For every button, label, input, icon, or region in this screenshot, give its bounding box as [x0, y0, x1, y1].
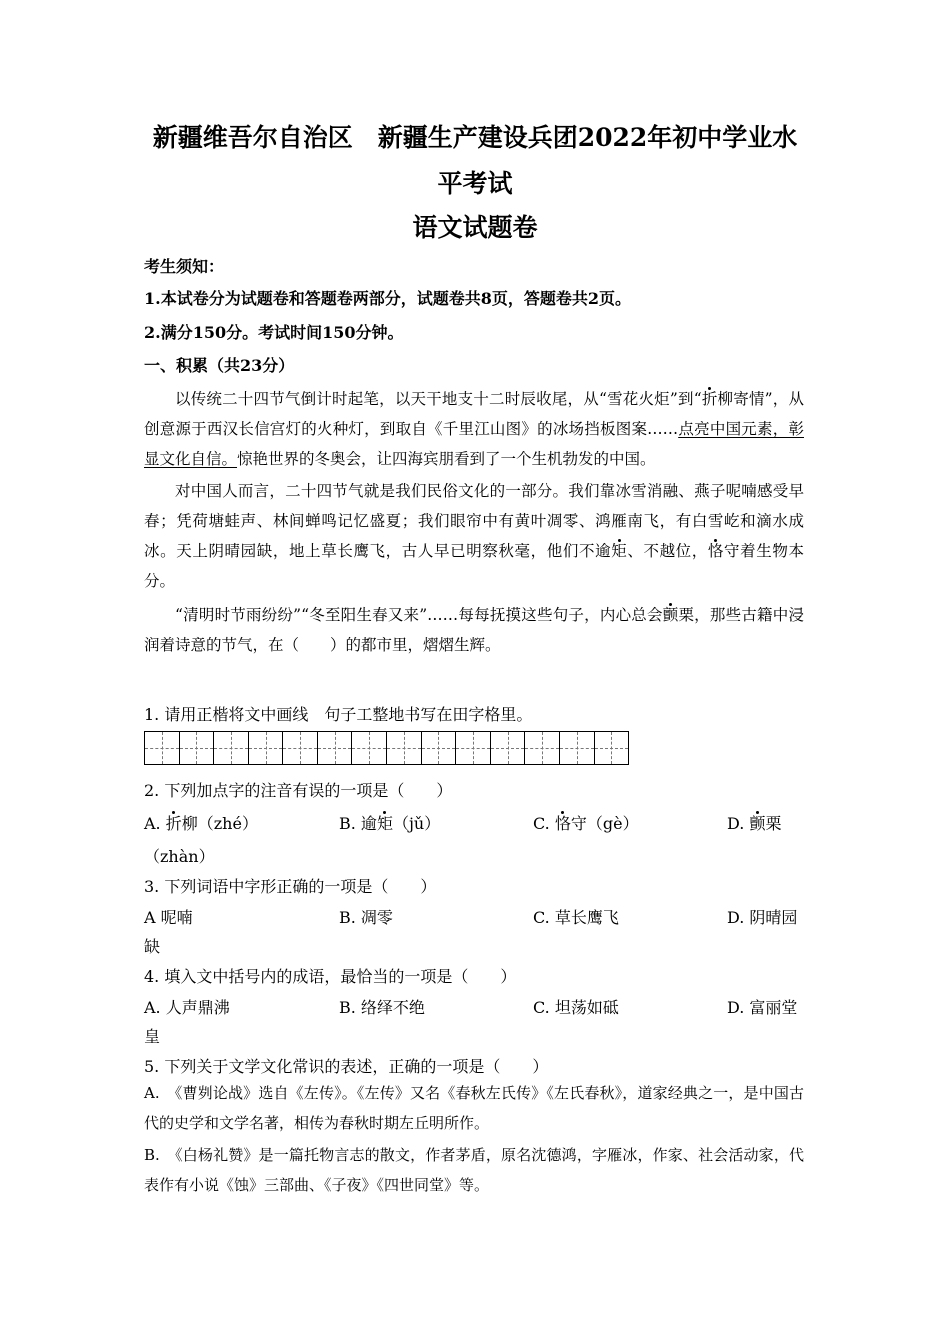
option-d-wrap: 皇 [144, 1027, 161, 1046]
exam-subtitle: 语文试题卷 [412, 213, 538, 242]
option-d[interactable]: D. 阴晴园 [727, 908, 798, 927]
option-b[interactable]: B. 络绎不绝 [339, 998, 425, 1017]
option-d[interactable]: D. 富丽堂 [727, 998, 798, 1017]
grid-cell[interactable] [387, 732, 422, 764]
option-c[interactable]: C. 草长鹰飞 [533, 908, 619, 927]
question-3-stem: 3. 下列词语中字形正确的一项是（ ） [144, 877, 437, 896]
option-b[interactable]: B. 凋零 [339, 908, 393, 927]
reading-passage [144, 384, 804, 660]
grid-cell[interactable] [491, 732, 526, 764]
section-heading: 一、积累（共23分） [144, 356, 295, 375]
grid-cell[interactable] [525, 732, 560, 764]
option-c[interactable]: C. 坦荡如砥 [533, 998, 619, 1017]
notice-heading: 考生须知： [144, 257, 225, 276]
option-b[interactable]: B. 逾矩（jǔ） [339, 814, 441, 833]
question-4-stem: 4. 填入文中括号内的成语，最恰当的一项是（ ） [144, 967, 517, 986]
option-c[interactable]: C. 恪守（gè） [533, 814, 639, 833]
question-2-stem: 2. 下列加点字的注音有误的一项是（ ） [144, 781, 453, 800]
dotted-char: 颤 [662, 606, 679, 624]
passage-paragraph-1: 以传统二十四节气倒计时起笔，以天干地支十二时辰收尾，从“雪花火炬”到“折柳寄情”，从创意源于西汉长信宫灯的火种灯，到取自《千里江山图》的冰场挡板图案……点亮中国元素，彰显文化自信。惊艳世界的冬奥会，让四海宾朋看到了一个生机勃发的中国。 [144, 390, 804, 468]
grid-cell[interactable] [180, 732, 215, 764]
option-a[interactable]: A 呢喃 [144, 908, 193, 927]
grid-cell[interactable] [145, 732, 180, 764]
grid-cell[interactable] [456, 732, 491, 764]
option-d[interactable]: D. 颤栗 [727, 814, 782, 833]
passage-paragraph-3: “清明时节雨纷纷”“冬至阳生春又来”……每每抚摸这些句子，内心总会颤栗，那些古籍中浸润着诗意的节气，在（ ）的都市里，熠熠生辉。 [144, 606, 804, 654]
option-a[interactable]: A. 《曹刿论战》选自《左传》。《左传》又名《春秋左氏传》《左氏春秋》，道家经典之一，是中国古代的史学和文学名著，相传为春秋时期左丘明所作。 [144, 1084, 804, 1132]
option-b[interactable]: B. 《白杨礼赞》是一篇托物言志的散文，作者茅盾，原名沈德鸿，字雁冰，作家、社会活动家，代表作有小说《蚀》三部曲、《子夜》《四世同堂》等。 [144, 1146, 804, 1194]
question-5-stem: 5. 下列关于文学文化常识的表述，正确的一项是（ ） [144, 1057, 549, 1076]
question-1: 1. 请用正楷将文中画线 句子工整地书写在田字格里。 [144, 705, 533, 724]
dotted-char: 恪 [707, 542, 725, 560]
dotted-char: 矩 [611, 542, 628, 560]
grid-cell[interactable] [249, 732, 284, 764]
grid-cell[interactable] [214, 732, 249, 764]
dotted-char: 折 [701, 390, 718, 408]
option-a[interactable]: A. 人声鼎沸 [144, 998, 230, 1017]
grid-cell[interactable] [352, 732, 387, 764]
grid-cell[interactable] [422, 732, 457, 764]
exam-title-line2: 平考试 [437, 169, 513, 198]
question-5-options [144, 1078, 804, 1200]
option-d-wrap: 缺 [144, 937, 161, 956]
writing-grid[interactable] [144, 731, 629, 765]
exam-title-line1: 新疆维吾尔自治区 新疆生产建设兵团2022年初中学业水 [152, 123, 798, 152]
notice-item-2: 2.满分150分。考试时间150分钟。 [144, 323, 404, 342]
grid-cell[interactable] [283, 732, 318, 764]
option-d-wrap: （zhàn） [144, 847, 215, 866]
grid-cell[interactable] [560, 732, 595, 764]
notice-item-1: 1.本试卷分为试题卷和答题卷两部分，试题卷共8页，答题卷共2页。 [144, 289, 631, 308]
underlined-sentence: 点亮中国元素，彰显文化自信。 [144, 420, 804, 468]
grid-cell[interactable] [318, 732, 353, 764]
option-a[interactable]: A. 折柳（zhé） [144, 814, 258, 833]
passage-paragraph-2: 对中国人而言，二十四节气就是我们民俗文化的一部分。我们靠冰雪消融、燕子呢喃感受早春；凭荷塘蛙声、林间蝉鸣记忆盛夏；我们眼帘中有黄叶凋零、鸿雁南飞，有白雪屹和滴水成冰。天上阴晴园缺，地上草长鹰飞，古人早已明察秋毫，他们不逾矩、不越位，恪守着生物本分。 [144, 482, 804, 590]
grid-cell[interactable] [595, 732, 629, 764]
